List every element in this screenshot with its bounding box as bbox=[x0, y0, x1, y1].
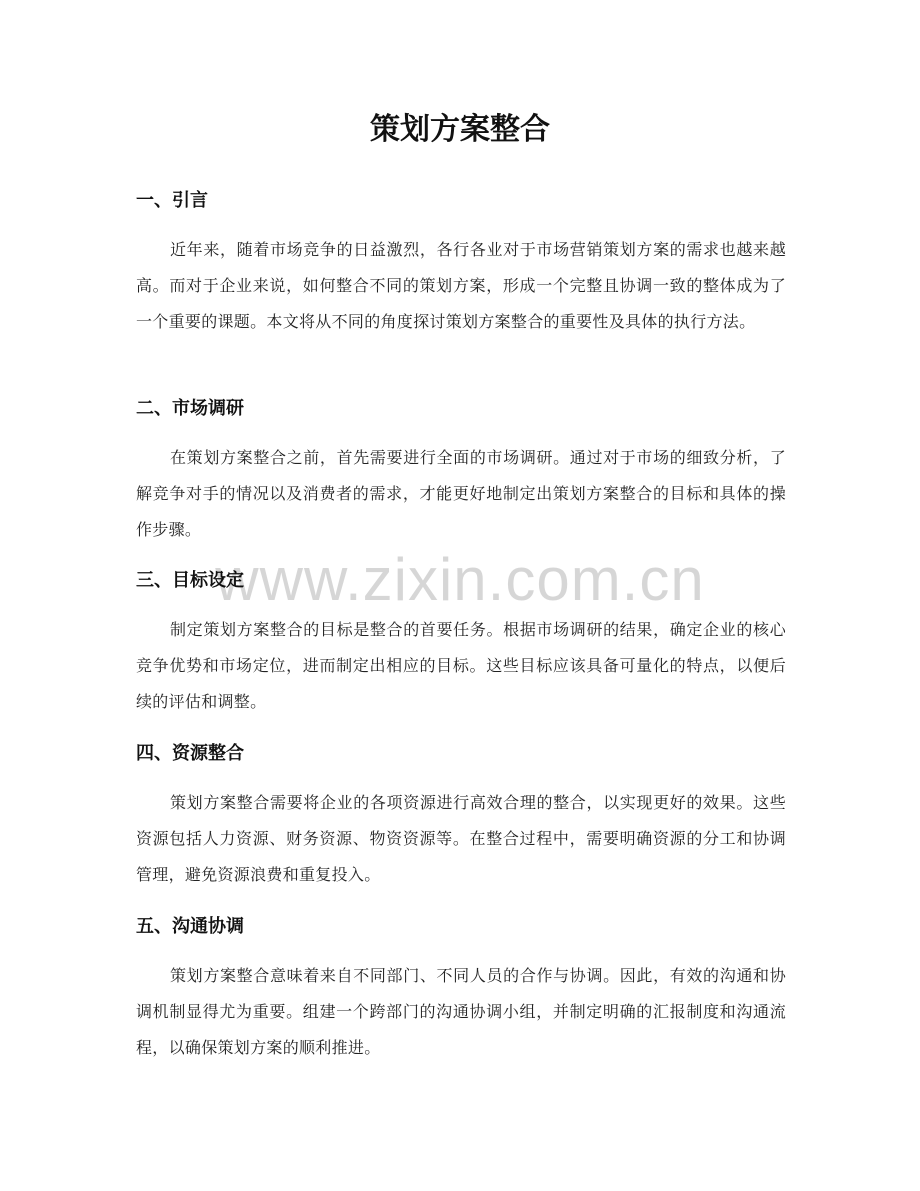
section-resource-integration bbox=[136, 741, 786, 893]
section-paragraph: 策划方案整合意味着来自不同部门、不同人员的合作与协调。因此，有效的沟通和协调机制显得尤为重要。组建一个跨部门的沟通协调小组，并制定明确的汇报制度和沟通流程，以确保策划方案的顺利推进。 bbox=[136, 966, 786, 1057]
section-heading: 五、沟通协调 bbox=[136, 916, 244, 937]
section-heading: 三、目标设定 bbox=[136, 570, 244, 591]
section-paragraph: 策划方案整合需要将企业的各项资源进行高效合理的整合，以实现更好的效果。这些资源包括人力资源、财务资源、物资资源等。在整合过程中，需要明确资源的分工和协调管理，避免资源浪费和重复投入。 bbox=[136, 793, 786, 884]
section-communication bbox=[136, 914, 786, 1066]
section-market-research bbox=[136, 396, 786, 548]
section-goal-setting bbox=[136, 568, 786, 720]
section-paragraph: 制定策划方案整合的目标是整合的首要任务。根据市场调研的结果，确定企业的核心竞争优势和市场定位，进而制定出相应的目标。这些目标应该具备可量化的特点，以便后续的评估和调整。 bbox=[136, 620, 786, 711]
section-paragraph: 近年来，随着市场竞争的日益激烈，各行各业对于市场营销策划方案的需求也越来越高。而对于企业来说，如何整合不同的策划方案，形成一个完整且协调一致的整体成为了一个重要的课题。本文将从不同的角度探讨策划方案整合的重要性及具体的执行方法。 bbox=[136, 240, 786, 331]
section-heading: 二、市场调研 bbox=[136, 398, 244, 419]
watermark: www.zixin.com.cn bbox=[215, 546, 705, 613]
section-heading: 一、引言 bbox=[136, 190, 208, 211]
section-heading: 四、资源整合 bbox=[136, 743, 244, 764]
section-introduction bbox=[136, 188, 786, 340]
section-paragraph: 在策划方案整合之前，首先需要进行全面的市场调研。通过对于市场的细致分析，了解竞争对手的情况以及消费者的需求，才能更好地制定出策划方案整合的目标和具体的操作步骤。 bbox=[136, 448, 786, 539]
document-title: 策划方案整合 bbox=[370, 112, 550, 147]
